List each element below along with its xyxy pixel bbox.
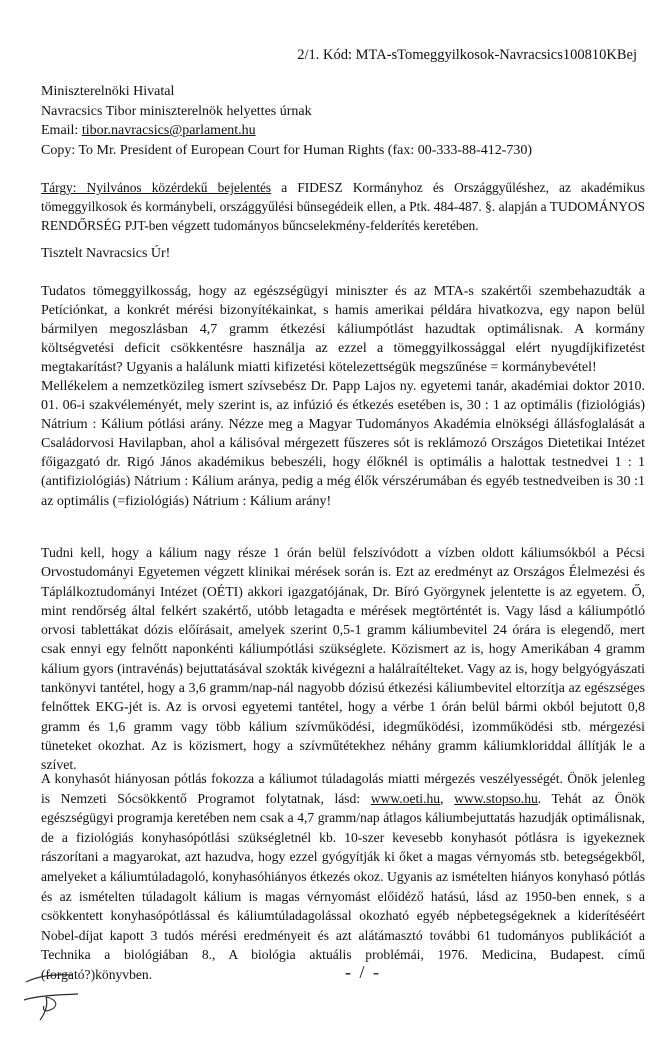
email-label: Email: <box>41 123 82 138</box>
handwritten-signature <box>20 966 84 1026</box>
oeti-link[interactable]: www.oeti.hu <box>370 790 441 806</box>
subject-label: Tárgy: Nyilvános közérdekű bejelentés <box>41 180 272 195</box>
greeting: Tisztelt Navracsics Úr! <box>41 246 171 261</box>
paragraph-4-text-b: , <box>440 790 455 806</box>
document-code: 2/1. Kód: MTA-sTomeggyilkosok-Navracsics100810KBej <box>297 47 637 63</box>
email-link[interactable]: tibor.navracsics@parlament.hu <box>81 123 256 138</box>
recipient-name: Navracsics Tibor miniszterelnök helyettes úrnak <box>41 103 312 119</box>
subject-text: a FIDESZ Kormányhoz és Országgyűléshez, az akadémikus tömeggyilkosok és kormánybeli, országgyűlési bűnsegédeik ellen, a Ptk. 484-487. §. alapján a TUDOMÁNYOS RENDŐRSÉG PJT-ben végzett tudományos bűncselekmény-felderítés keretében. <box>41 180 646 233</box>
paragraph-3: Tudni kell, hogy a kálium nagy része 1 órán belül felszívódott a vízben oldott káliumsókból a Pécsi Orvostudományi Egyetemen végzett klinikai mérések során is. Ezt az eredményt az Országos Élelmezési és Táplálkoztudományi Intézet (OÉTI) akkori igazgatójának, Dr. Bíró Györgynek jelentette is az egyetem. Ő, mint rendőrség által felkért szakértő, utóbb letagadta e mérések megtörténtét is. Vagy lásd a káliumpótló orvosi tablettákat dózis előírásait, amelyek szerint 0,5-1 gramm káliumbevitel 24 órára is elegendő, mert csak ennyi egy felnőtt naponkénti káliumpótlási szükséglete. Közismert az is, hogy Amerikában 4 gramm kálium gyors (intravénás) bejuttatásával szokták kivégezni a halálraítélteket. Vagy az is, hogy belgyógyászati tankönyvi tantétel, hogy a 3,6 gramm/nap-nál nagyobb dózisú étkezési káliumbevitel eltorzítja az egészséges felnőttek EKG-jét is. Az is orvosi egyetemi tantétel, hogy a vérbe 1 órán belül bármi okból bejutott 0,8 gramm és 1,6 gramm vagy több kálium szívműködési, idegműködési, izomműködési stb. mérgezési tüneteket okozhat. Az is közismert, hogy a szívműtétekhez néhány gramm káliumkloriddal állítják le a szívet. <box>41 545 645 773</box>
paragraph-1: Tudatos tömeggyilkosság, hogy az egészségügyi miniszter és az MTA-s szakértői szembehazudták a Petíciónkat, a konkrét mérési bizonyítékainkat, s hamis amerikai példára hivatkozva, egy napon belül bármilyen megoszlásban 4,7 gramm étkezési káliumpótlást hazudtak optimálisnak. A kormány költségvetési deficit csökkentésre használja az ezzel a tömeggyilkossággal elért nyugdíjkifizetést megtakarítást? Ugyanis a halálunk miatti kifizetési kötelezettségük megszűnése = kormánybevétel! <box>41 284 645 376</box>
recipient-block <box>41 82 532 160</box>
recipient-email-line <box>41 121 532 141</box>
paragraph-4 <box>41 769 645 985</box>
page-mark: - / - <box>345 962 381 982</box>
stopso-link[interactable]: www.stopso.hu <box>454 790 538 806</box>
paragraph-4-text-c: . Tehát az Önök egészségügyi programja keretében nem csak a 4,7 gramm/nap átlagos káliumbejuttatás hazudják optimálisnak, de a fiziológiás konyhasópótlási szükségletnél kb. 10-szer kevesebb konyhasót pótlásra is igyekeznek rászorítani a magyarokat, azt hazudva, hogy ezzel gyógyítják ki őket a magas vérnyomás stb. betegségekből, amelyeket a káliumtúladagoló, konyhasóhiányos étkezés okoz. Ugyanis az ismételten hiányos konyhasó pótlás és az ismételten túladagolt kálium is magas vérnyomást előidéző hatású, lásd az 1950-ben ennek, s a csökkentett konyhasópótlással és káliumtúladagolással okozható egyéb népbetegségeknek a kiderítéséért Nobel-díjat kapott 3 tudós mérési eredményeit és azt alátámasztó további 61 tudományos publikációt a Technika a biológiában 8., A biológia aktuális problémái, 1976. Medicina, Budapest. című (forgató?)könyvben. <box>41 790 646 982</box>
paragraph-4-text-a: A konyhasót hiányosan pótlás fokozza a káliumot túladagolás miatti mérgezés veszélyességét. Önök jelenleg is Nemzeti Sócsökkentő Programot folytatnak, lásd: <box>41 771 645 806</box>
subject-paragraph <box>41 178 645 235</box>
copy-line: Copy: To Mr. President of European Court for Human Rights (fax: 00-333-88-412-730) <box>41 142 533 158</box>
paragraph-2: Mellékelem a nemzetközileg ismert szívsebész Dr. Papp Lajos ny. egyetemi tanár, akadémiai doktor 2010. 01. 06-i szakvéleményét, mely szerint is, az infúzió és étkezés esetében is, 30 : 1 az optimális (fiziológiás) Nátrium : Kálium pótlási arány. Nézze meg a Magyar Tudományos Akadémia elnökségi állásfoglalását a Családorvosi Havilapban, ahol a kálisóval mérgezett fűszeres sót is reklámozó Országos Dietetikai Intézet főigazgató dr. Rigó János akadémikus bebeszéli, hogy élőknél is optimális a halottak testnedvei 1 : 1 (antifiziológiás) Nátrium : Kálium aránya, pedig a még élők vérszérumában és egyéb testnedveiben is 30 :1 az optimális (=fiziológiás) Nátrium : Kálium arány! <box>41 379 645 509</box>
recipient-office: Miniszterelnöki Hivatal <box>41 84 175 99</box>
